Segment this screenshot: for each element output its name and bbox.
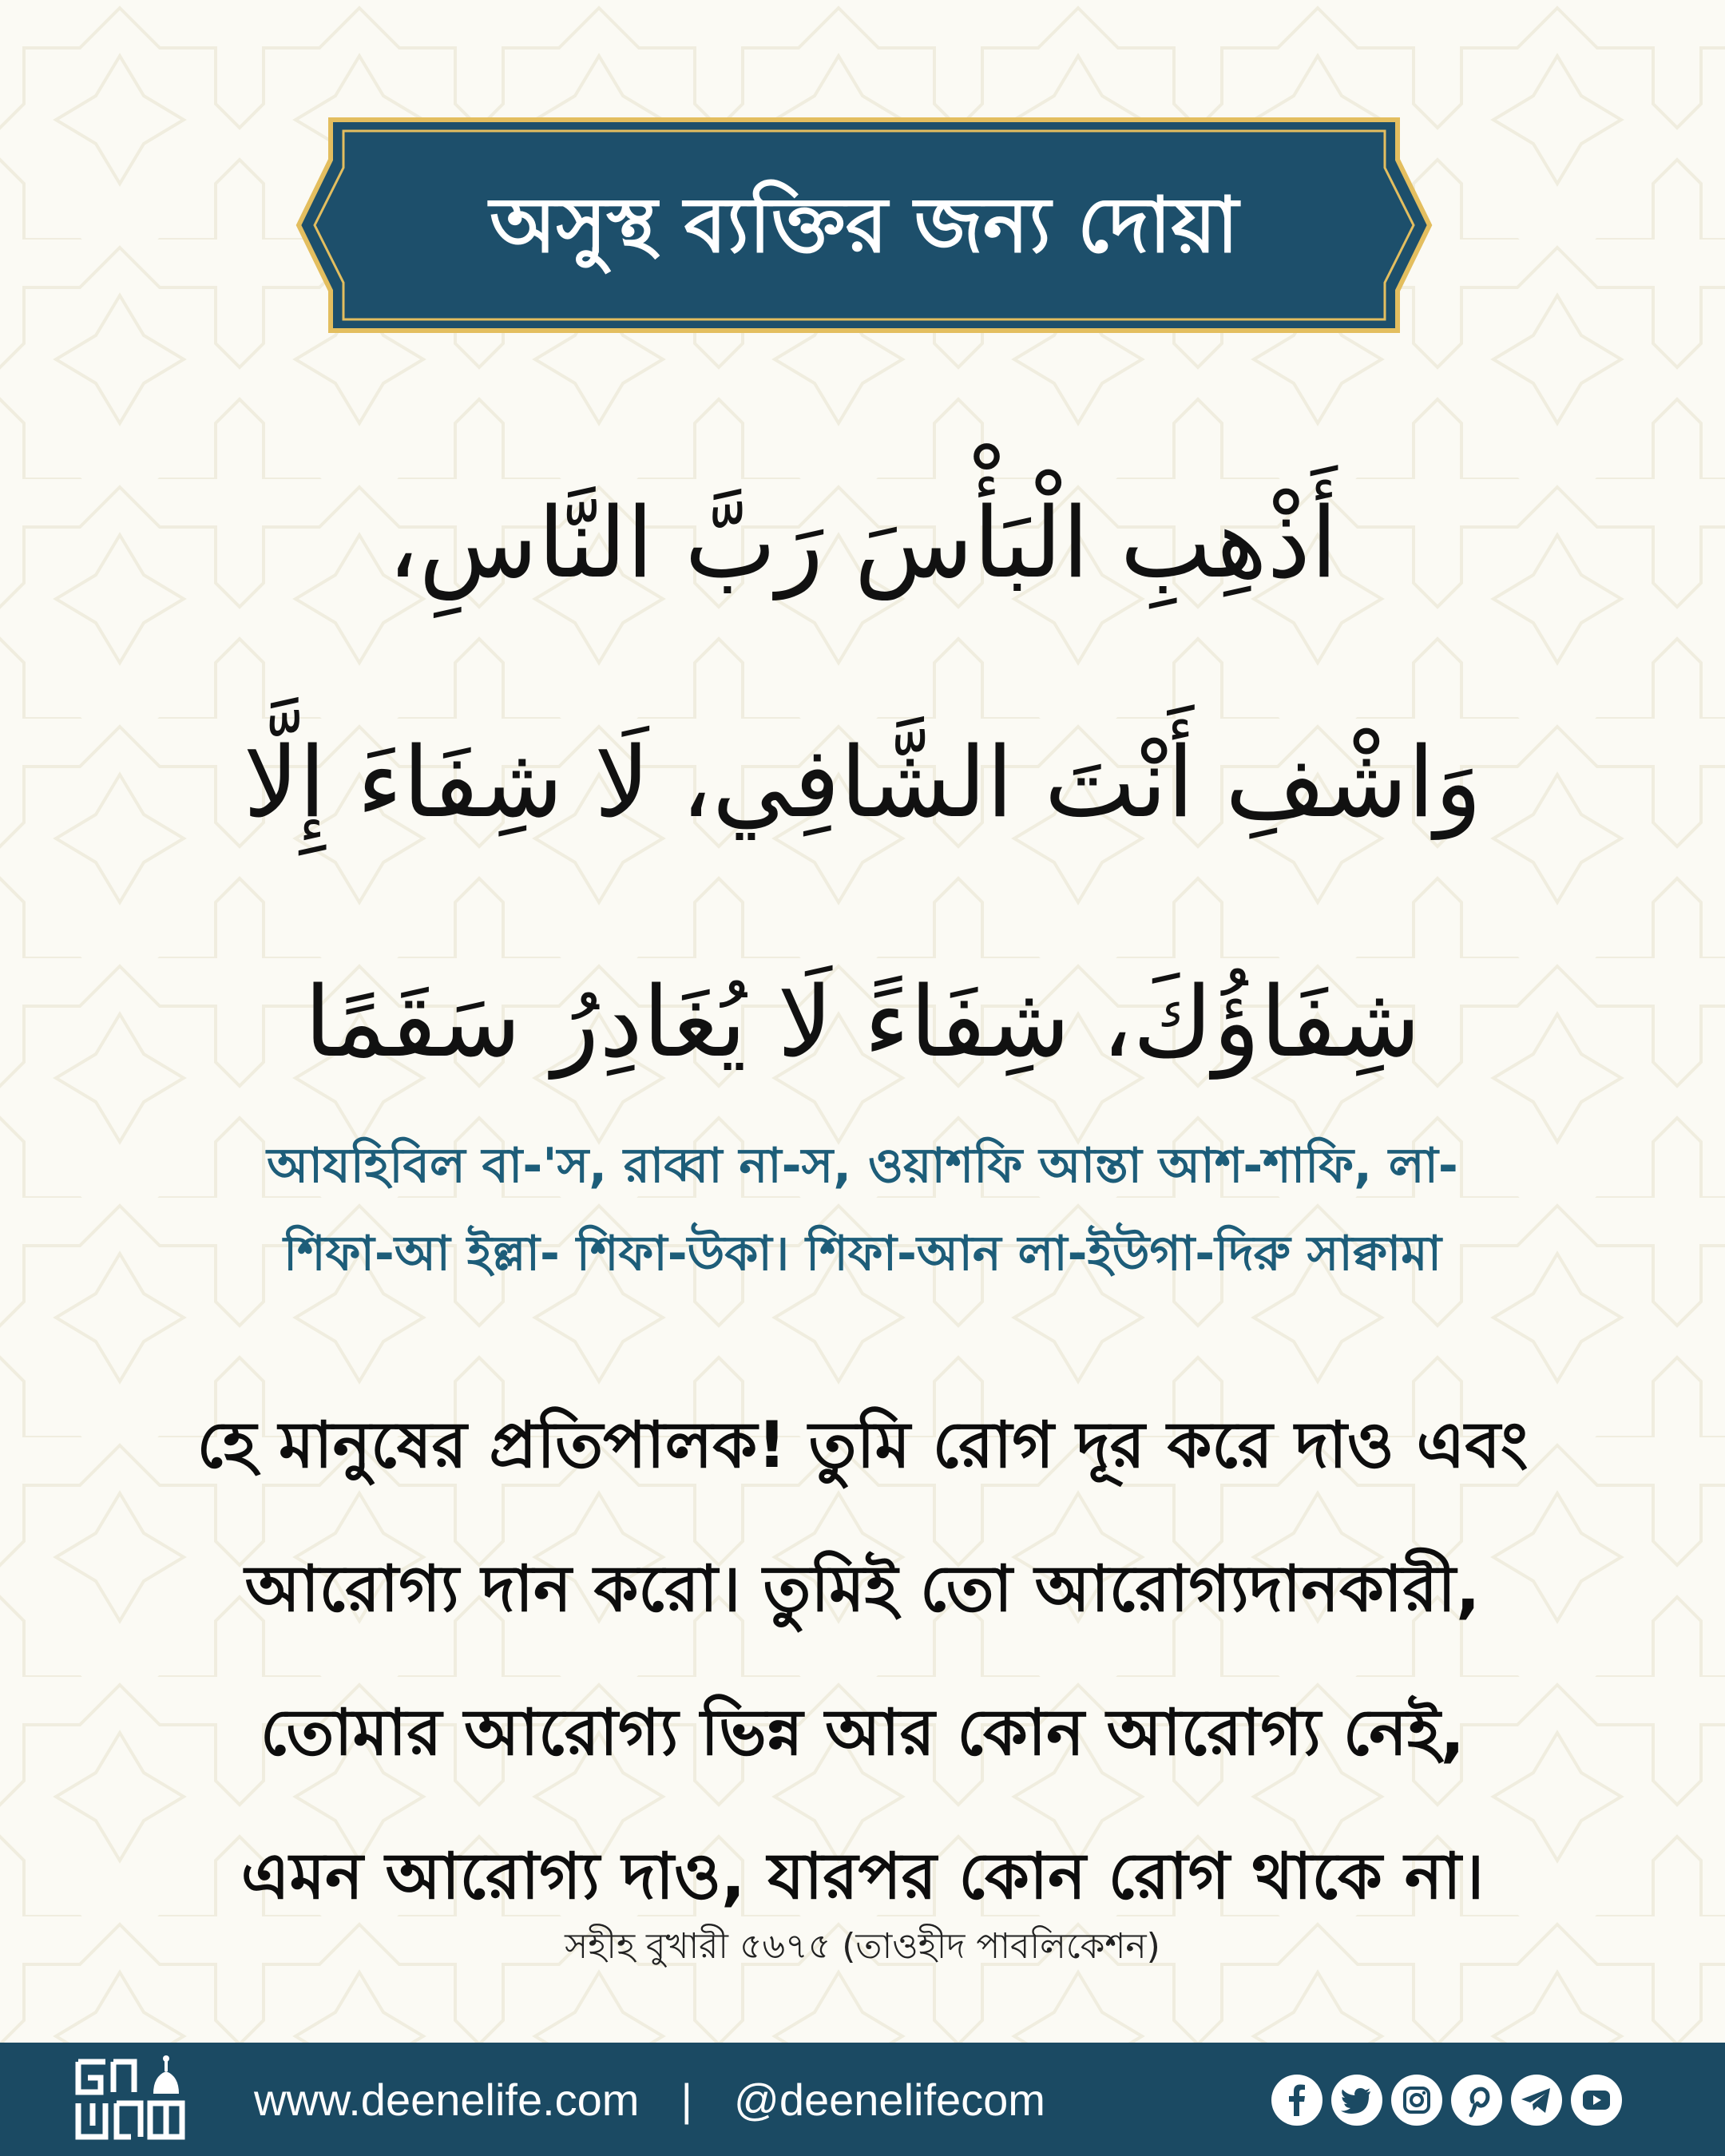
arabic-line: أَذْهِبِ الْبَأْسَ رَبَّ النَّاسِ، <box>387 486 1338 600</box>
transliteration <box>112 1122 1613 1298</box>
telegram-icon[interactable] <box>1511 2075 1562 2126</box>
transliteration-line: শিফা-আ ইল্লা- শিফা-উকা। শিফা-আন লা-ইউগা-দিরু সাক্বামা <box>284 1226 1441 1282</box>
social-icons <box>1271 2075 1622 2126</box>
title-banner <box>294 113 1434 337</box>
translation-line: এমন আরোগ্য দাও, যারপর কোন রোগ থাকে না। <box>240 1839 1485 1913</box>
arabic-line: شِفَاؤُكَ، شِفَاءً لَا يُغَادِرُ سَقَمًا <box>304 965 1421 1079</box>
translation-line: হে মানুষের প্রতিপালক! তুমি রোগ দূর করে দাও এবং <box>196 1408 1529 1482</box>
facebook-icon[interactable] <box>1271 2075 1322 2126</box>
arabic-dua <box>96 423 1629 1142</box>
footer-links <box>254 2043 1045 2156</box>
footer-bar <box>0 2043 1725 2156</box>
youtube-icon[interactable] <box>1571 2075 1622 2126</box>
deenelife-logo[interactable] <box>73 2054 188 2145</box>
pinterest-icon[interactable] <box>1451 2075 1502 2126</box>
translation <box>96 1373 1629 1948</box>
twitter-icon[interactable] <box>1331 2075 1382 2126</box>
page-title: অসুস্থ ব্যক্তির জন্য দোয়া <box>490 180 1239 270</box>
website-link[interactable]: www.deenelife.com <box>254 2074 640 2125</box>
instagram-icon[interactable] <box>1391 2075 1442 2126</box>
translation-line: তোমার আরোগ্য ভিন্ন আর কোন আরোগ্য নেই, <box>260 1695 1465 1770</box>
footer-separator: | <box>680 2074 692 2125</box>
arabic-line: وَاشْفِ أَنْتَ الشَّافِي، لَا شِفَاءَ إِلَّا <box>243 726 1482 839</box>
translation-line: আরোগ্য দান করো। তুমিই তো আরোগ্যদানকারী, <box>244 1552 1481 1626</box>
transliteration-line: আযহিবিল বা-'স, রাব্বা না-স, ওয়াশফি আন্তা আশ-শাফি, লা- <box>267 1138 1458 1194</box>
hadith-source: সহীহ বুখারী ৫৬৭৫ (তাওহীদ পাবলিকেশন) <box>565 1926 1160 1967</box>
social-handle[interactable]: @deenelifecom <box>734 2074 1045 2125</box>
